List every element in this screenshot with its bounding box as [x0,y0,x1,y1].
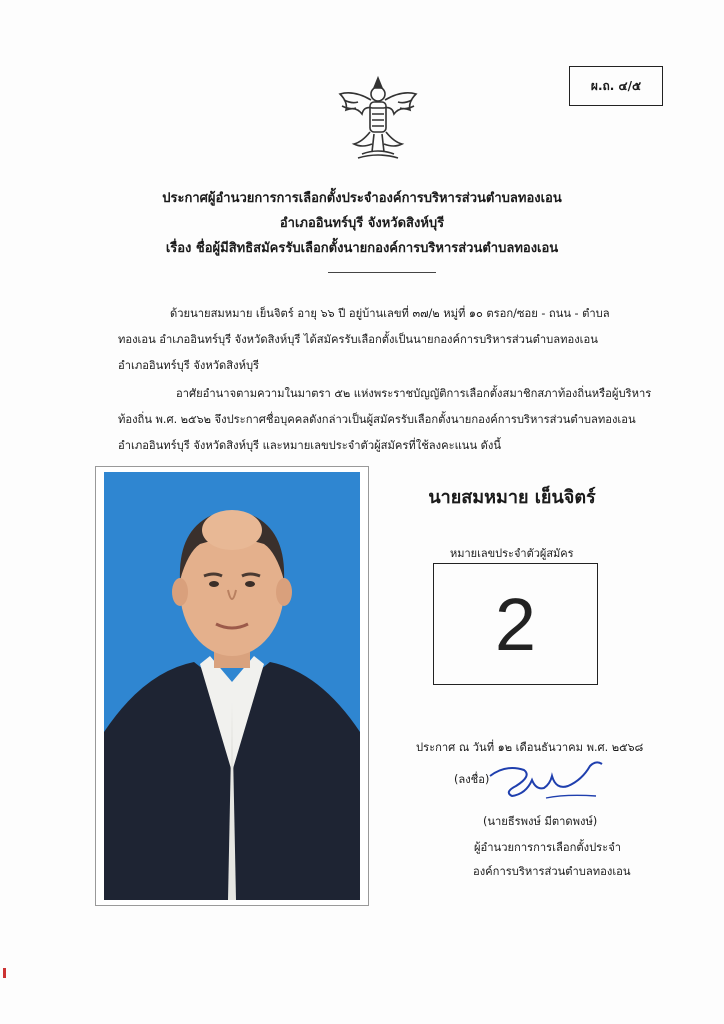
paragraph1-line1: ด้วยนายสมหมาย เย็นจิตร์ อายุ ๖๖ ปี อยู่บ้านเลขที่ ๓๗/๒ หมู่ที่ ๑๐ ตรอก/ซอย - ถนน - ตำบล [170,307,610,320]
edge-mark [3,968,6,978]
candidate-photo [104,472,360,900]
header-title: ประกาศผู้อำนวยการการเลือกตั้งประจำองค์การบริหารส่วนตำบลทองเอน [162,191,562,206]
signer-name: (นายธีรพงษ์ มีตาดพงษ์) [483,815,598,828]
paragraph2-line1: อาศัยอำนาจตามความในมาตรา ๕๒ แห่งพระราชบัญญัติการเลือกตั้งสมาชิกสภาท้องถิ่นหรือผู้บริหาร [176,387,652,400]
signer-title-line1: ผู้อำนวยการการเลือกตั้งประจำ [474,841,622,854]
form-code: ผ.ถ. ๔/๕ [590,78,642,93]
garuda-emblem [332,72,424,164]
signer-title-line2: องค์การบริหารส่วนตำบลทองเอน [473,865,631,878]
candidate-number-box [433,563,598,685]
handwritten-signature [486,754,610,804]
signature-prefix: (ลงชื่อ) [454,773,490,786]
announce-date: ประกาศ ณ วันที่ ๑๒ เดือนธันวาคม พ.ศ. ๒๕๖๘ [416,741,644,754]
header-district: อำเภออินทร์บุรี จังหวัดสิงห์บุรี [279,216,445,231]
candidate-name: นายสมหมาย เย็นจิตร์ [428,487,596,508]
paragraph2-line2: ท้องถิ่น พ.ศ. ๒๕๖๒ จึงประกาศชื่อบุคคลดังกล่าวเป็นผู้สมัครรับเลือกตั้งนายกองค์การบริหารส่วนตำบลทองเอน [118,413,636,426]
paragraph1-line3: อำเภออินทร์บุรี จังหวัดสิงห์บุรี [118,359,260,372]
paragraph2-line3: อำเภออินทร์บุรี จังหวัดสิงห์บุรี และหมายเลขประจำตัวผู้สมัครที่ใช้ลงคะแนน ดังนี้ [118,439,502,452]
candidate-number-label: หมายเลขประจำตัวผู้สมัคร [450,547,574,560]
form-code-box [569,66,663,106]
header-subject: เรื่อง ชื่อผู้มีสิทธิสมัครรับเลือกตั้งนายกองค์การบริหารส่วนตำบลทองเอน [165,241,559,256]
candidate-number: 2 [494,582,537,666]
paragraph1-line2: ทองเอน อำเภออินทร์บุรี จังหวัดสิงห์บุรี ได้สมัครรับเลือกตั้งเป็นนายกองค์การบริหารส่วนตำบลทองเอน [118,333,598,346]
header-divider [328,272,436,273]
